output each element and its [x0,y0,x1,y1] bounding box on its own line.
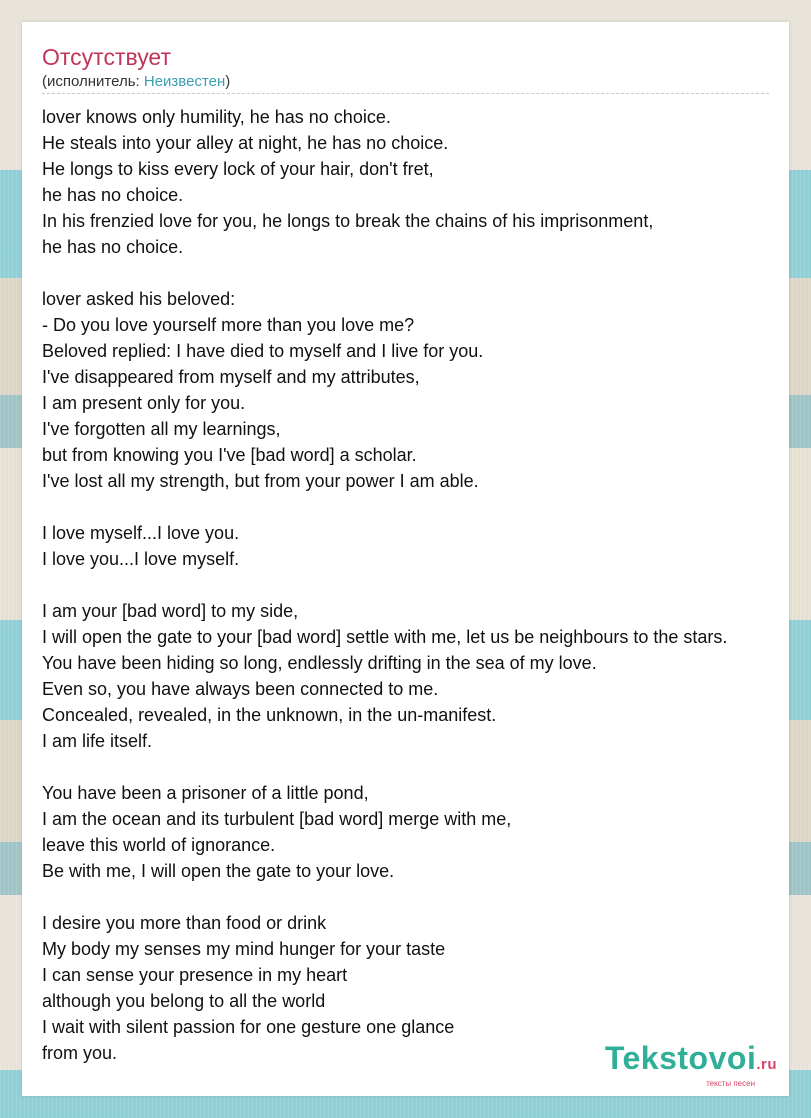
title-divider [42,93,769,94]
lyrics-text: lover knows only humility, he has no choice. He steals into your alley at night, he has no choice. He longs to kiss every lock of your hair, don't fret, he has no choice. In his frenzied love for you, he longs to break the chains of his imprisonment, he has no choice. lover asked his beloved: - Do you love yourself more than you love me? Beloved replied: I have died to myself and I live for you. I've disappeared from myself and my attributes, I am present only for you. I've forgotten all my learnings, but from knowing you I've [bad word] a scholar. I've lost all my strength, but from your power I am able. I love myself...I love you. I love you...I love myself. I am your [bad word] to my side, I will open the gate to your [bad word] settle with me, let us be neighbours to the stars. You have been hiding so long, endlessly drifting in the sea of my love. Even so, you have always been connected to me. Concealed, revealed, in the unknown, in the un-manifest. I am life itself. You have been a prisoner of a little pond, I am the ocean and its turbulent [bad word] merge with me, leave this world of ignorance. Be with me, I will open the gate to your love. I desire you more than food or drink My body my senses my mind hunger for your taste I can sense your presence in my heart although you belong to all the world I wait with silent passion for one gesture one glance from you. [42,107,728,1063]
song-title: Отсутствует [42,44,171,70]
logo-wordmark [605,1041,777,1082]
artist-line [42,73,230,91]
logo-domain: .ru [756,1056,777,1073]
logo-tagline: тексты песен [706,1079,755,1088]
artist-link[interactable]: Неизвестен [143,73,226,90]
lyrics-card [22,22,789,1096]
artist-suffix: ) [225,73,231,90]
logo-name: Tekstovoi [604,1040,757,1076]
site-logo[interactable] [605,1041,777,1088]
artist-prefix: (исполнитель: [42,73,144,90]
